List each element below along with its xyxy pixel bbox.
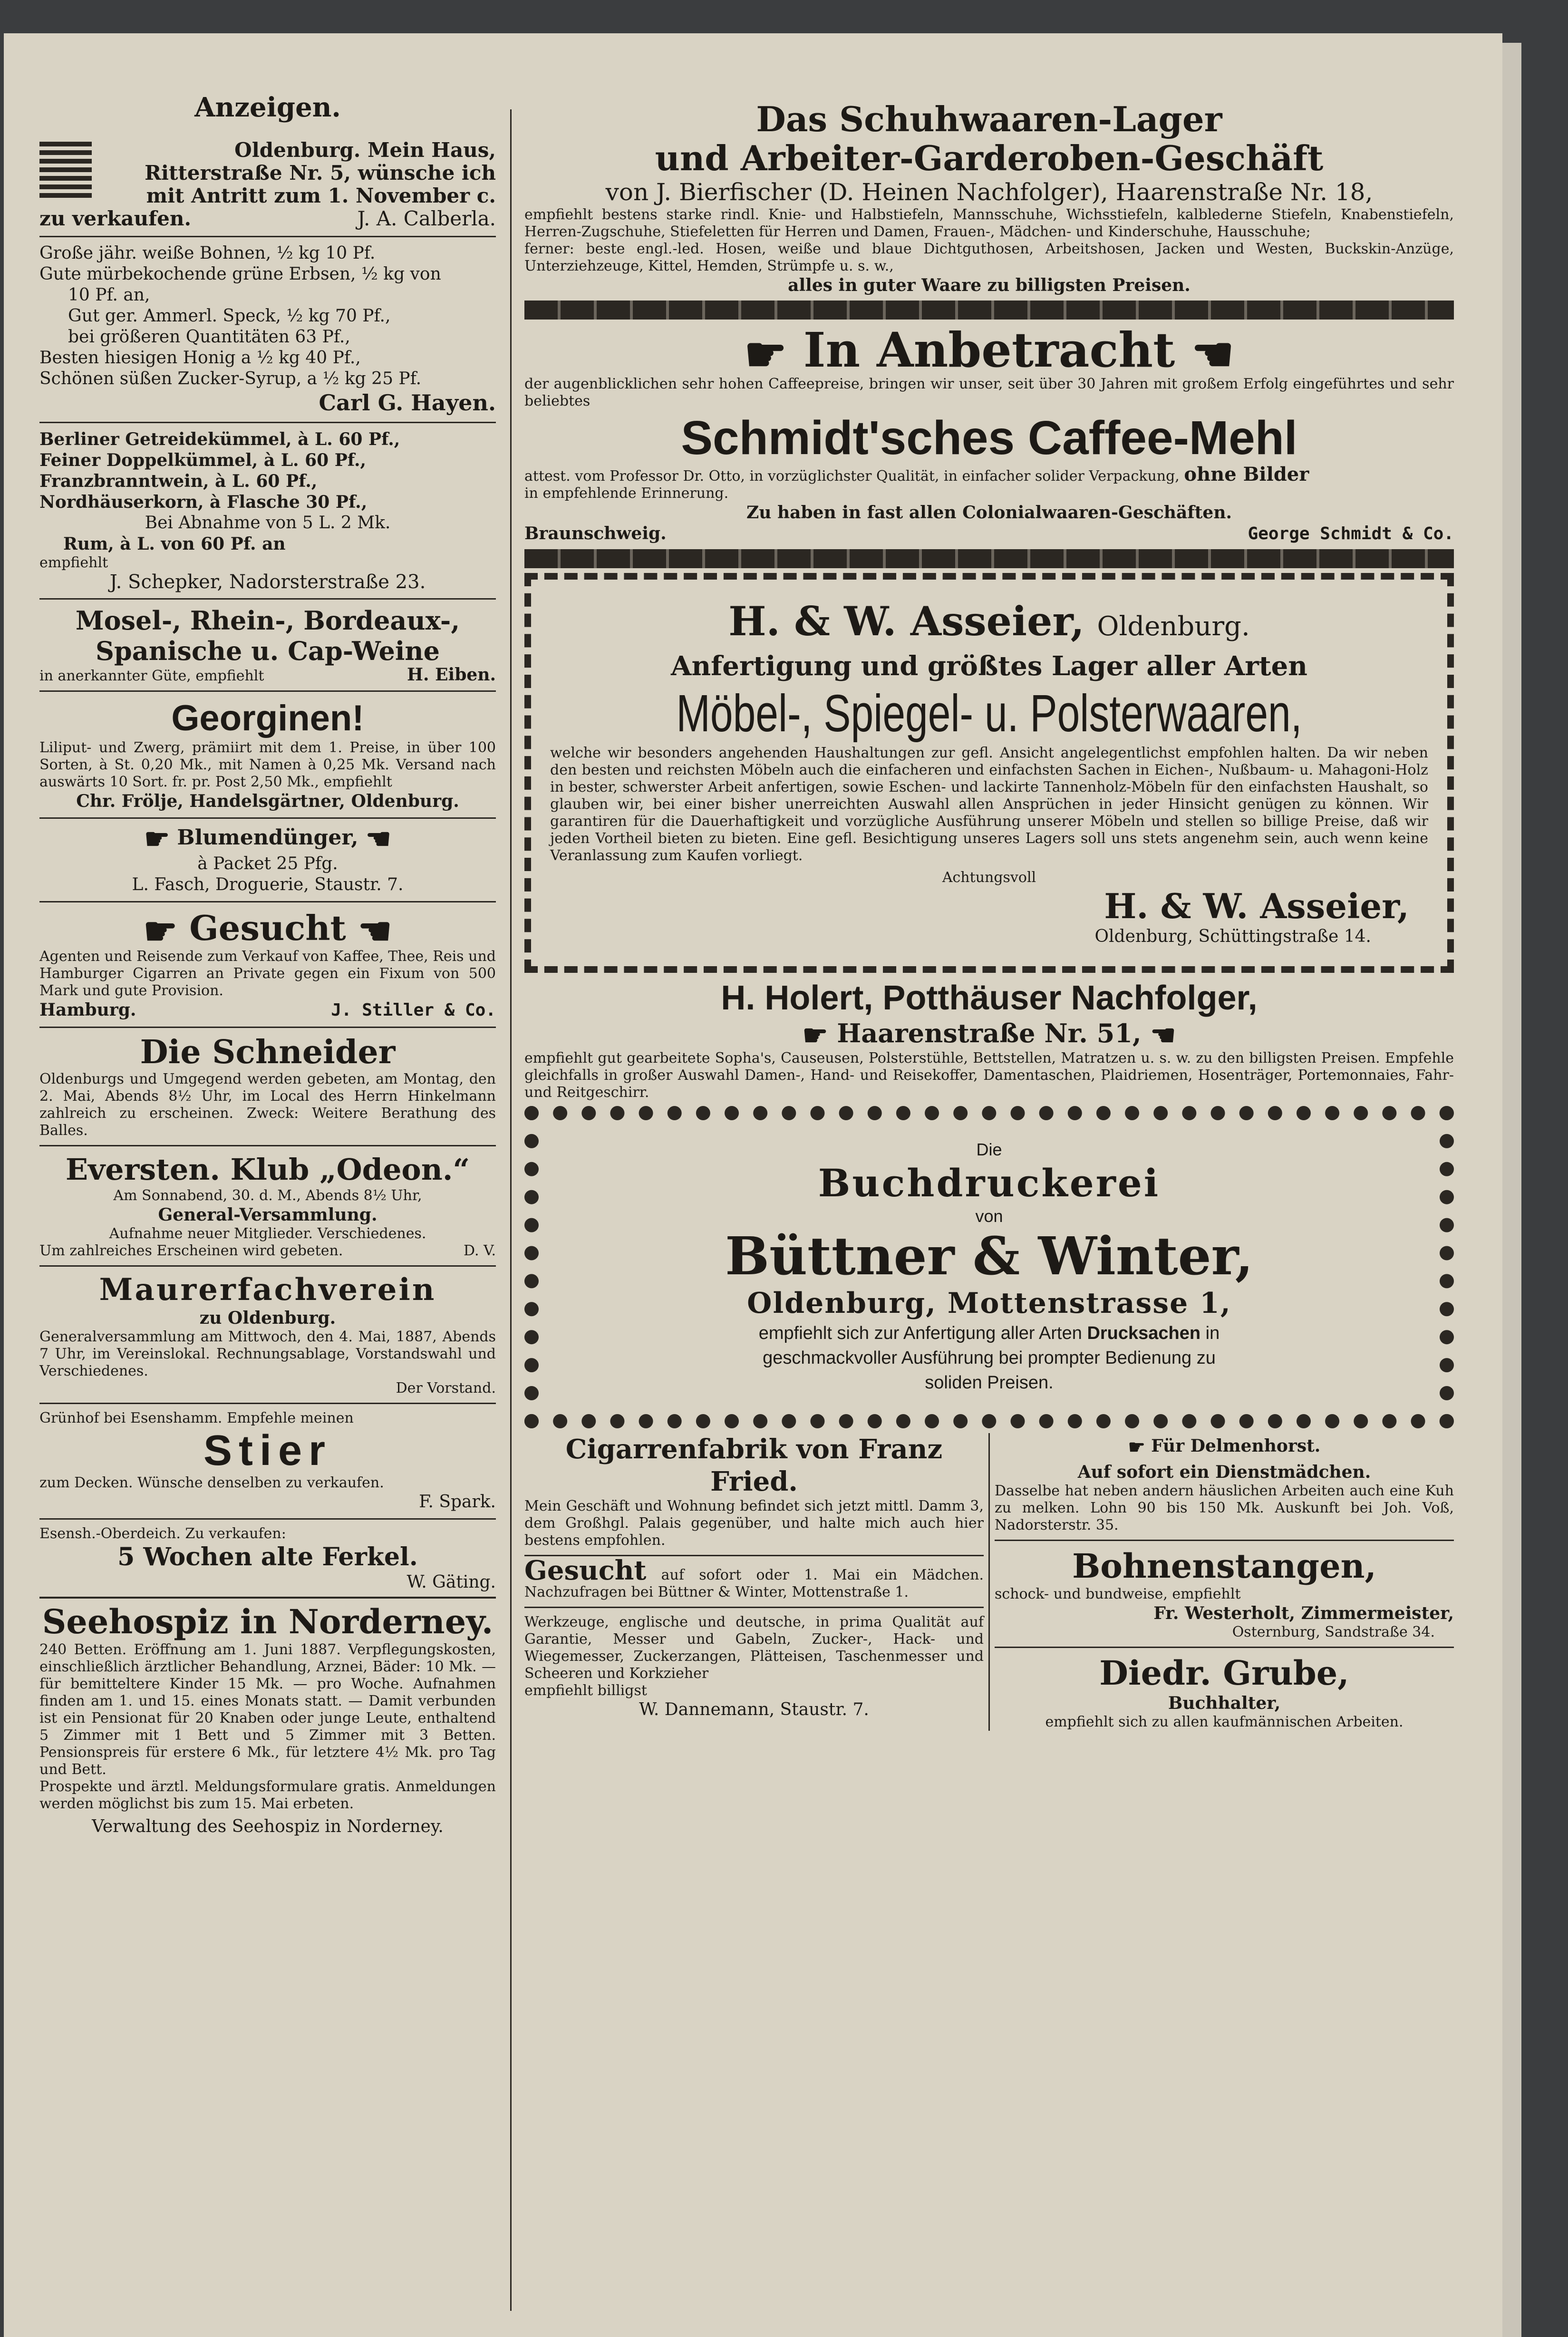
ad-ferkel: Esensh.-Oberdeich. Zu verkaufen: 5 Wochen alte Ferkel. W. Gäting. <box>39 1525 496 1592</box>
divider <box>524 1607 984 1608</box>
ad-buchdruckerei: Die Buchdruckerei von Büttner & Winter, Oldenburg, Mottenstrasse 1, empfiehlt sich zur Anfertigung aller Arten Drucksachen in geschmackvoller Ausführung bei prompter Bedienung zu soliden Preisen. <box>524 1106 1454 1428</box>
divider <box>39 1145 496 1146</box>
section-heading: Anzeigen. <box>194 92 341 123</box>
bottom-ads-grid <box>524 1433 1454 1731</box>
ad-delmenhorst: ☛ Für Delmenhorst. Auf sofort ein Dienstmädchen. Dasselbe hat neben andern häuslichen Arbeiten auch eine Kuh zu melken. Lohn 90 bis 150 Mk. Auskunft bei Joh. Voß, Nadorsterstr. 35. <box>995 1433 1454 1534</box>
ad-schepker: Berliner Getreidekümmel, à L. 60 Pf., Feiner Doppelkümmel, à L. 60 Pf., Franzbranntwein, à L. 60 Pf., Nordhäuserkorn, à Flasche 30 Pf., Bei Abnahme von 5 L. 2 Mk. Rum, à L. von 60 Pf. an empfiehlt J. Schepker, Nadorsterstraße 23. <box>39 429 426 593</box>
divider <box>995 1647 1454 1648</box>
divider <box>39 422 496 423</box>
divider <box>39 598 496 600</box>
ad-stier: Grünhof bei Esenshamm. Empfehle meinen Stier zum Decken. Wünsche denselben zu verkaufen. F. Spark. <box>39 1409 496 1512</box>
column-rule <box>510 109 512 2311</box>
pointing-hand-right-icon: ☛ <box>802 1018 828 1052</box>
page-edge <box>1502 43 1521 2337</box>
ad-dannemann: Werkzeuge, englische und deutsche, in prima Qualität auf Garantie, Messer und Gabeln, Zucker-, Hack- und Wiegemesser, Zuckerzangen, Plätteisen, Taschenmesser und Scheeren und Korkzieher empfiehlt billigst W. Dannemann, Staustr. 7. <box>524 1613 984 1719</box>
pointing-hand-left-icon: ☚ <box>358 908 392 953</box>
divider <box>39 1027 496 1028</box>
pointing-hand-right-icon: ☛ <box>1128 1435 1145 1458</box>
ad-eiben: Mosel-, Rhein-, Bordeaux-, Spanische u. Cap-Weine in anerkannter Güte, empfiehlt H. Eiben. <box>39 605 496 685</box>
divider <box>39 690 496 692</box>
pointing-hand-left-icon: ☚ <box>1150 1018 1176 1052</box>
newspaper-page <box>4 33 1502 2337</box>
column-rule <box>988 1433 990 1731</box>
ad-gesucht-agenten: ☛ Gesucht ☚ Agenten und Reisende zum Verkauf von Kaffee, Thee, Reis und Hamburger Cigarren an Private gegen ein Fixum von 500 Mark und gute Provision. Hamburg. J. Stiller & Co. <box>39 907 496 1020</box>
divider <box>39 1265 496 1267</box>
ad-georginen: Georginen! Liliput- und Zwerg, prämiirt mit dem 1. Preise, in über 100 Sorten, à St. 0,20 Mk., mit Namen à 0,25 Mk. Versand nach auswärts 10 Sort. fr. pr. Post 2,50 Mk., empfiehlt Chr. Frölje, Handelsgärtner, Oldenburg. <box>39 698 496 811</box>
ad-bierfischer: Das Schuhwaaren-Lager und Arbeiter-Garderoben-Geschäft von J. Bierfischer (D. Heinen Nachfolger), Haarenstraße Nr. 18, empfiehlt bestens starke rindl. Knie- und Halbstiefeln, Mannsschuhe, Wichsstiefeln, kalblederne Stiefeln, Knabenstiefeln, Herren-Zugschuhe, Stiefeletten für Herren und Damen, Frauen-, Mädchen- und Kinderschuhe, Hausschuhe; ferner: beste engl.-led. Hosen, weiße und blaue Dichtguthosen, Arbeitshosen, Jacken und Westen, Buckskin-Anzüge, Unterziehzeuge, Kittel, Hemden, Strümpfe u. s. w., alles in guter Waare zu billigsten Preisen. <box>524 99 1454 295</box>
divider <box>39 1403 496 1404</box>
ad-asseier: H. & W. Asseier, Oldenburg. Anfertigung und größtes Lager aller Arten Möbel-, Spiegel- u. Polsterwaaren, welche wir besonders angehenden Haushaltungen zur gefl. Ansicht angelegentlichst empfohlen halten. Da wir neben den besten und reichsten Möbeln auch die einfacheren und einfachsten Sachen in Eichen-, Nußbaum- u. Mahagoni-Holz in bester, schwerster Arbeit anfertigen, sowie Eschen- und lackirte Tannenholz-Möbeln für den einfachsten Haushalt, so glauben wir, bei einer bisher unerreichten Auswahl allen Ansprüchen in jeder Hinsicht genügen zu können. Wir garantiren für die Dauerhaftigkeit und vorzügliche Ausführung unserer Möbeln und stellen so billige Preise, daß wir jeden Vortheil bieten zu bieten. Eine gefl. Besichtigung unseres Lagers soll uns stets angenehm sein, auch wenn keine Veranlassung zum Kaufen vorliegt. Achtungsvoll H. & W. Asseier, Oldenburg, Schüttingstraße 14. <box>524 573 1454 973</box>
pointing-hand-left-icon: ☚ <box>365 822 391 856</box>
ad-gesucht-maedchen: Gesucht auf sofort oder 1. Mai ein Mädchen. Nachzufragen bei Büttner & Winter, Mottenstraße 1. <box>524 1554 984 1600</box>
ad-caffee-mehl: ☛ In Anbetracht ☚ der augenblicklichen sehr hohen Caffeepreise, bringen wir unser, seit über 30 Jahren mit großem Erfolg eingeführtes und sehr beliebtes Schmidt'sches Caffee-Mehl attest. vom Professor Dr. Otto, in vorzüglichster Qualität, in einfacher solider Verpackung, ohne Bilder in empfehlende Erinnerung. Zu haben in fast allen Colonialwaaren-Geschäften. Braunschweig. George Schmidt & Co. <box>524 322 1454 543</box>
ad-odeon: Eversten. Klub „Odeon.“ Am Sonnabend, 30. d. M., Abends 8½ Uhr, General-Versammlung. Aufnahme neuer Mitglieder. Verschiedenes. Um zahlreiches Erscheinen wird gebeten. D. V. <box>39 1152 496 1259</box>
divider <box>995 1540 1454 1541</box>
pointing-hand-right-icon: ☛ <box>744 326 787 383</box>
ad-holert: H. Holert, Potthäuser Nachfolger, ☛ Haarenstraße Nr. 51, ☚ empfiehlt gut gearbeitete Sopha's, Causeusen, Polsterstühle, Bettstellen, Matratzen u. s. w. zu den billigsten Preisen. Empfehle gleichfalls in großer Auswahl Damen-, Hand- und Reisekoffer, Damentaschen, Plaidriemen, Hosenträger, Portemonnaies, Fahr- und Reitgeschirr. <box>524 979 1454 1101</box>
divider <box>39 817 496 819</box>
divider <box>39 236 496 237</box>
pointing-hand-right-icon: ☛ <box>144 822 170 856</box>
ad-westerholt: Bohnenstangen, schock- und bundweise, empfiehlt Fr. Westerholt, Zimmermeister, Osternburg, Sandstraße 34. <box>995 1546 1454 1640</box>
bottom-left-ads <box>524 1433 984 1731</box>
ad-maurerfachverein: Maurerfachverein zu Oldenburg. Generalversammlung am Mittwoch, den 4. Mai, 1887, Abends 7 Uhr, im Vereinslokal. Rechnungsablage, Vorstandswahl und Verschiedenes. Der Vorstand. <box>39 1271 496 1396</box>
ad-blumenduenger: ☛ Blumendünger, ☚ à Packet 25 Pfg. L. Fasch, Droguerie, Staustr. 7. <box>132 822 404 894</box>
pointing-hand-right-icon: ☛ <box>143 908 178 953</box>
left-column <box>39 90 496 1837</box>
divider <box>39 1518 496 1520</box>
ad-hayen: Große jähr. weiße Bohnen, ½ kg 10 Pf. Gute mürbekochende grüne Erbsen, ½ kg von 10 Pf. an, Gut ger. Ammerl. Speck, ½ kg 70 Pf., bei größeren Quantitäten 63 Pf., Besten hiesigen Honig a ½ kg 40 Pf., Schönen süßen Zucker-Syrup, a ½ kg 25 Pf. Carl G. Hayen. <box>39 243 496 416</box>
house-icon <box>39 141 92 198</box>
ad-schneider: Die Schneider Oldenburgs und Umgegend werden gebeten, am Montag, den 2. Mai, Abends 8½ Uhr, im Local des Herrn Hinkelmann zahlreich zu erscheinen. Zweck: Weitere Berathung des Balles. <box>39 1033 496 1139</box>
ornamental-bar <box>524 549 1454 568</box>
pointing-hand-left-icon: ☚ <box>1191 326 1234 383</box>
divider <box>39 901 496 902</box>
divider <box>39 1597 496 1599</box>
ad-fried: Cigarrenfabrik von Franz Fried. Mein Geschäft und Wohnung befindet sich jetzt mittl. Damm 3, dem Großhgl. Palais gegenüber, und halte mich auch hier bestens empfohlen. <box>524 1433 984 1549</box>
ornamental-bar <box>524 301 1454 320</box>
ad-house-sale: Oldenburg. Mein Haus, Ritterstraße Nr. 5, wünsche ich mit Antritt zum 1. November c. zu verkaufen. J. A. Calberla. <box>39 138 496 230</box>
ad-seehospiz: Seehospiz in Norderney. 240 Betten. Eröffnung am 1. Juni 1887. Verpflegungskosten, einschließlich ärztlicher Behandlung, Arznei, Bäder: 10 Mk. — für bemitteltere Kinder 15 Mk. — pro Woche. Aufnahmen finden am 1. und 15. eines Monats statt. — Damit verbunden ist ein Pensionat für 20 Knaben oder junge Leute, enthaltend 5 Zimmer mit 1 Bett und 5 Zimmer mit 3 Betten. Pensionspreis für erstere 6 Mk., für letztere 4½ Mk. pro Tag und Bett. Prospekte und ärztl. Meldungsformulare gratis. Anmeldungen werden möglichst bis zum 15. Mai erbeten. Verwaltung des Seehospiz in Norderney. <box>39 1601 496 1836</box>
bottom-right-ads <box>995 1433 1454 1731</box>
ad-grube: Diedr. Grube, Buchhalter, empfiehlt sich zu allen kaufmännischen Arbeiten. <box>1045 1653 1403 1730</box>
right-column <box>524 100 1454 1731</box>
